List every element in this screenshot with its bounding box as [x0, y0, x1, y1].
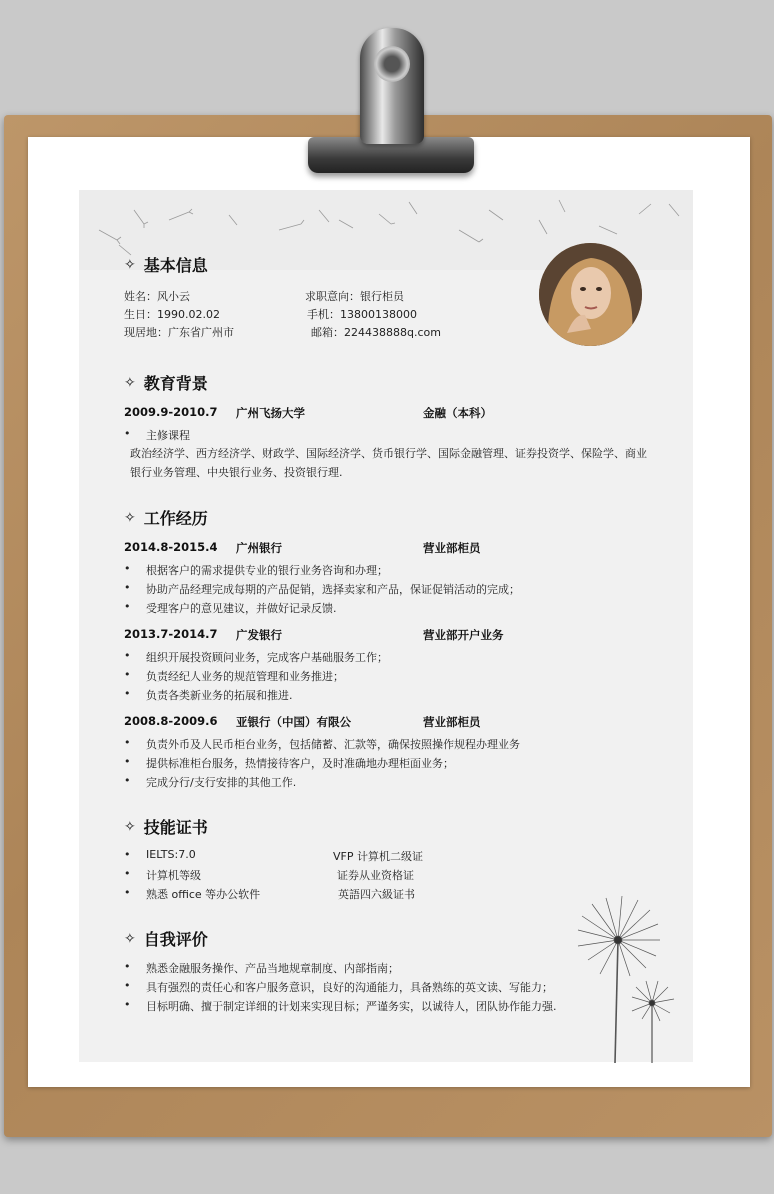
- clip-ring: [374, 46, 410, 82]
- job-duty: 负责各类新业务的拓展和推进.: [146, 689, 293, 702]
- section-title-work: ✧ 工作经历: [124, 509, 208, 528]
- job-duty: 协助产品经理完成每期的产品促销，选择卖家和产品，保证促销活动的完成；: [146, 583, 520, 596]
- education-school: 广州飞扬大学: [236, 406, 305, 420]
- job-duty: 负责经纪人业务的规范管理和业务推进；: [146, 670, 344, 683]
- section-title-skills: ✧ 技能证书: [124, 818, 208, 837]
- job-duty: 根据客户的需求提供专业的银行业务咨询和办理；: [146, 564, 388, 577]
- dandelion-decoration: [570, 885, 692, 1063]
- bullet-dot: •: [124, 562, 131, 575]
- self-item: 具有强烈的责任心和客户服务意识，良好的沟通能力，具备熟练的英文读、写能力；: [146, 981, 553, 994]
- skill-item: 计算机等级: [146, 869, 201, 882]
- skill-item: 熟悉 office 等办公软件: [146, 888, 261, 901]
- sparkle-icon: ✧: [124, 374, 136, 391]
- bullet-dot: •: [124, 979, 131, 992]
- bullet-dot: •: [124, 687, 131, 700]
- education-major: 金融（本科）: [423, 406, 492, 420]
- job-duty: 受理客户的意见建议，并做好记录反馈.: [146, 602, 337, 615]
- sparkle-icon: ✧: [124, 930, 136, 947]
- job-duty: 提供标准柜台服务，热情接待客户，及时准确地办理柜面业务；: [146, 757, 454, 770]
- sparkle-icon: ✧: [124, 509, 136, 526]
- bullet-dot: •: [124, 736, 131, 749]
- avatar: [539, 243, 642, 346]
- phone-field: 手机：13800138000: [307, 308, 417, 321]
- job-duty: 组织开展投资顾问业务，完成客户基础服务工作；: [146, 651, 388, 664]
- self-item: 目标明确、擅于制定详细的计划来实现目标；严谨务实，以诚待人，团队协作能力强.: [146, 1000, 557, 1013]
- bullet-dot: •: [124, 581, 131, 594]
- bullet-dot: •: [124, 427, 131, 440]
- certificate-item: VFP 计算机二级证: [333, 850, 423, 863]
- course-title: 主修课程: [146, 429, 190, 442]
- job-duty: 负责外币及人民币柜台业务，包括储蓄、汇款等，确保按照操作规程办理业务: [146, 738, 520, 751]
- job-company: 广州银行: [236, 541, 282, 555]
- job-period: 2013.7-2014.7: [124, 627, 218, 641]
- bullet-dot: •: [124, 668, 131, 681]
- education-period: 2009.9-2010.7: [124, 405, 218, 419]
- job-duty: 完成分行/支行安排的其他工作.: [146, 776, 297, 789]
- bullet-dot: •: [124, 960, 131, 973]
- skill-item: IELTS:7.0: [146, 848, 196, 861]
- portrait-image: [539, 243, 642, 346]
- job-period: 2008.8-2009.6: [124, 714, 218, 728]
- birth-field: 生日：1990.02.02: [124, 308, 220, 321]
- address-field: 现居地：广东省广州市: [124, 326, 234, 339]
- bullet-dot: •: [124, 867, 131, 880]
- bullet-dot: •: [124, 886, 131, 899]
- job-period: 2014.8-2015.4: [124, 540, 218, 554]
- section-title-self: ✧ 自我评价: [124, 930, 208, 949]
- sparkle-icon: ✧: [124, 818, 136, 835]
- name-field: 姓名：风小云: [124, 290, 190, 303]
- job-position: 营业部柜员: [423, 541, 481, 555]
- bullet-dot: •: [124, 600, 131, 613]
- self-item: 熟悉金融服务操作、产品当地规章制度、内部指南；: [146, 962, 399, 975]
- bullet-dot: •: [124, 998, 131, 1011]
- bullet-dot: •: [124, 848, 131, 861]
- bullet-dot: •: [124, 774, 131, 787]
- bullet-dot: •: [124, 755, 131, 768]
- job-company: 亚银行（中国）有限公: [236, 715, 351, 729]
- job-company: 广发银行: [236, 628, 282, 642]
- bullet-dot: •: [124, 649, 131, 662]
- intention-field: 求职意向：银行柜员: [305, 290, 404, 303]
- section-title-education: ✧ 教育背景: [124, 374, 208, 393]
- email-field: 邮箱：224438888q.com: [311, 326, 441, 339]
- certificate-item: 证券从业资格证: [337, 869, 414, 882]
- sparkle-icon: ✧: [124, 256, 136, 273]
- course-list: 政治经济学、西方经济学、财政学、国际经济学、货币银行学、国际金融管理、证券投资学、保险学、商业银行业务管理、中央银行业务、投资银行理.: [130, 447, 647, 479]
- job-position: 营业部柜员: [423, 715, 481, 729]
- certificate-item: 英語四六級证书: [338, 888, 415, 901]
- job-position: 营业部开户业务: [423, 628, 504, 642]
- section-title-basic: ✧ 基本信息: [124, 256, 208, 275]
